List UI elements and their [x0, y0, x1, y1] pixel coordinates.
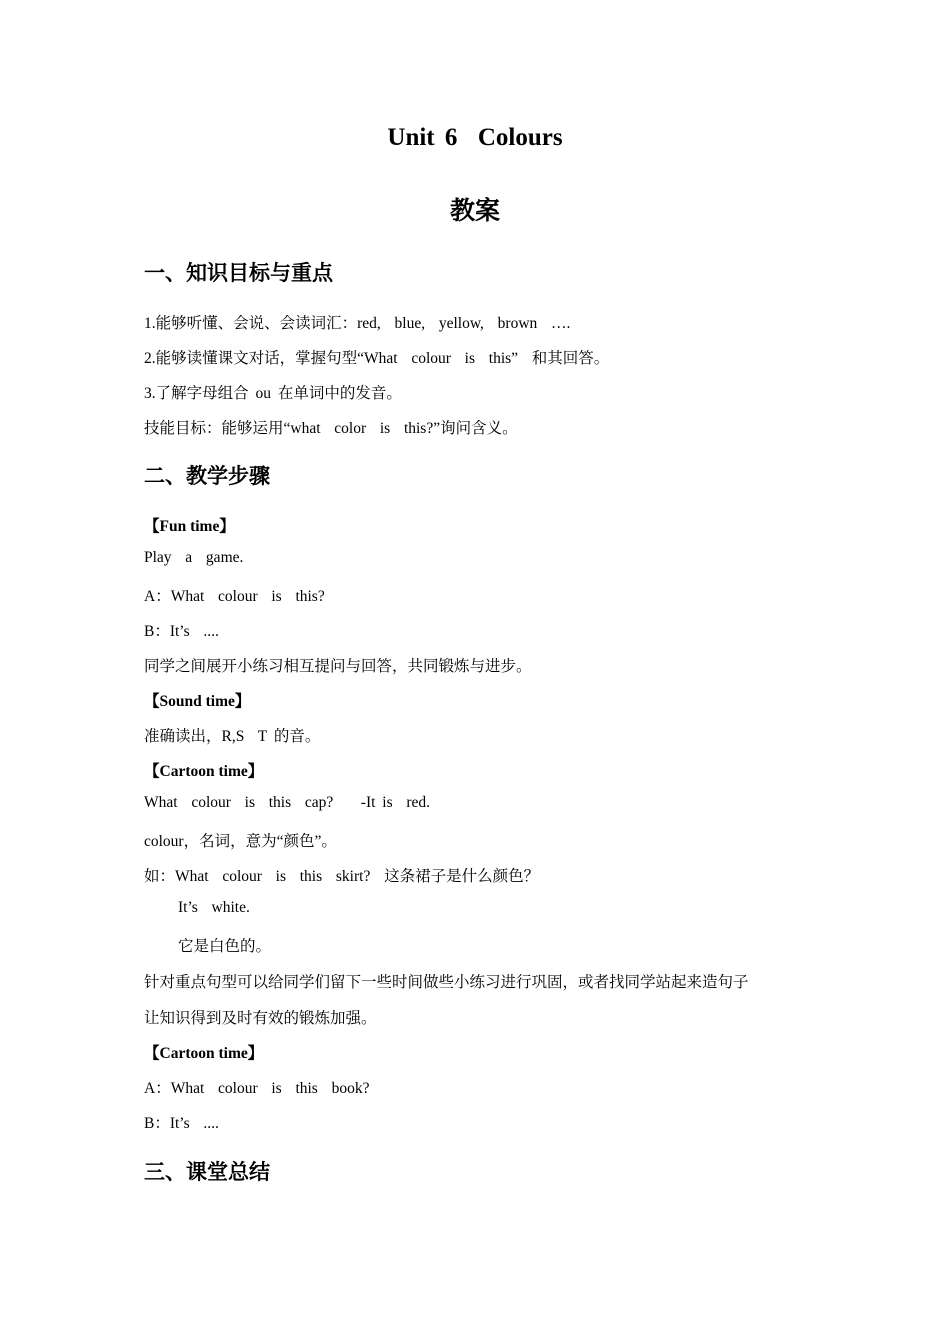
skill-objective-line: 技能目标：能够运用“what color is this?”询问含义。: [144, 420, 518, 437]
section-heading-steps: 二、教学步骤: [144, 464, 270, 488]
block-label-sound-time: 【Sound time】: [144, 693, 251, 710]
cartoon-time-line: 让知识得到及时有效的锻炼加强。: [144, 1010, 377, 1027]
block-label-fun-time: 【Fun time】: [144, 518, 235, 535]
cartoon-time-line: colour，名词，意为“颜色”。: [144, 833, 337, 850]
fun-time-line: Play a game.: [144, 549, 244, 566]
cartoon-time-line: A：What colour is this book?: [144, 1080, 370, 1097]
document-title: Unit 6 Colours: [387, 124, 563, 151]
block-label-cartoon-time: 【Cartoon time】: [144, 763, 264, 780]
fun-time-line: B：It’s ....: [144, 623, 219, 640]
section-heading-objectives: 一、知识目标与重点: [144, 261, 333, 285]
objective-line-3: 3.了解字母组合 ou 在单词中的发音。: [144, 385, 402, 402]
cartoon-time-line: It’s white.: [178, 899, 250, 916]
fun-time-line: A：What colour is this?: [144, 588, 325, 605]
cartoon-time-line: 它是白色的。: [178, 938, 272, 955]
sound-time-line: 准确读出，R,S T 的音。: [144, 728, 321, 745]
cartoon-time-line: 针对重点句型可以给同学们留下一些时间做些小练习进行巩固，或者找同学站起来造句子: [144, 974, 749, 991]
fun-time-line: 同学之间展开小练习相互提问与回答，共同锻炼与进步。: [144, 658, 532, 675]
document-subtitle: 教案: [449, 198, 500, 225]
objective-line-1: 1.能够听懂、会说、会读词汇：red, blue, yellow, brown ….: [144, 315, 571, 332]
objective-line-2: 2.能够读懂课文对话，掌握句型“What colour is this” 和其回答。: [144, 350, 610, 367]
cartoon-time-line: B：It’s ....: [144, 1115, 219, 1132]
cartoon-time-line: What colour is this cap? -It is red.: [144, 794, 431, 811]
cartoon-time-line: 如：What colour is this skirt? 这条裙子是什么颜色？: [144, 868, 540, 885]
block-label-cartoon-time: 【Cartoon time】: [144, 1045, 264, 1062]
section-heading-summary: 三、课堂总结: [144, 1160, 270, 1184]
